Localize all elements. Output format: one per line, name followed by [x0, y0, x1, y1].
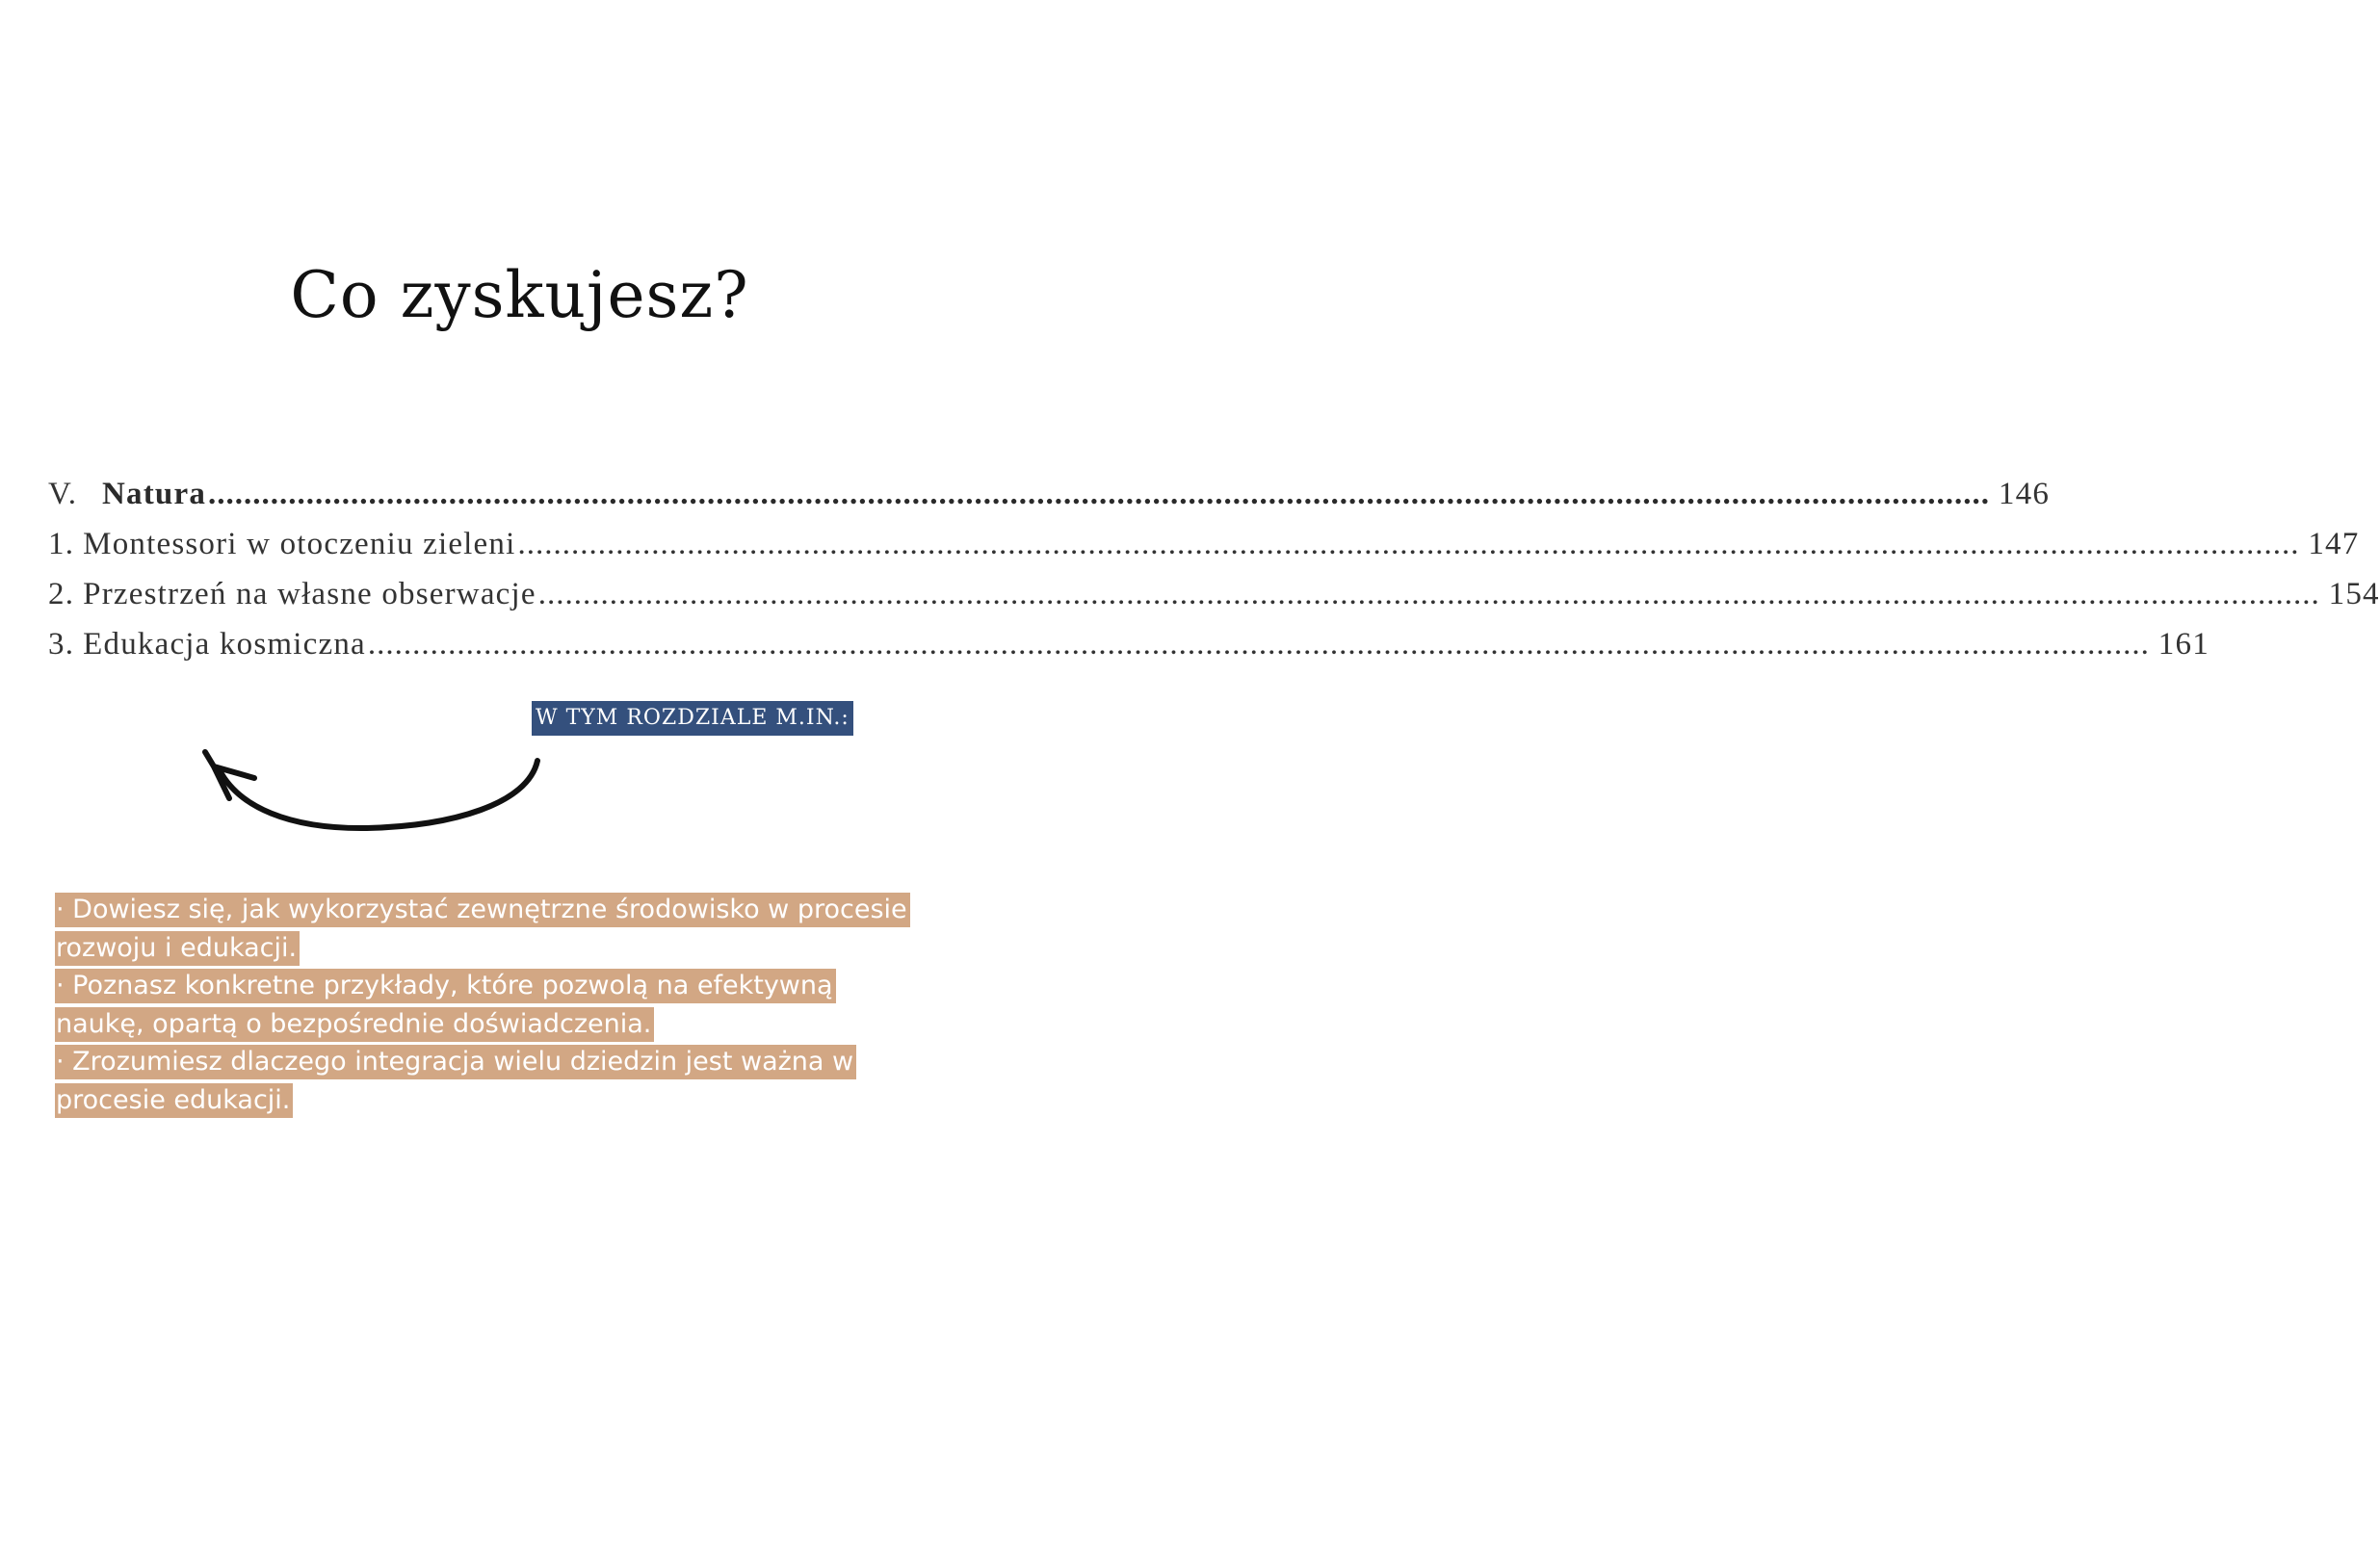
toc-section-title: Przestrzeń na własne obserwacje	[83, 577, 536, 611]
benefit-item: · Poznasz konkretne przykłady, które pozwolą na efektywną naukę, opartą o bezpośrednie doświadczenia.	[55, 969, 836, 1042]
chapter-label: W TYM ROZDZIALE M.IN.:	[532, 701, 853, 736]
benefit-item: · Dowiesz się, jak wykorzystać zewnętrzne środowisko w procesie rozwoju i edukacji.	[55, 893, 910, 966]
toc-dot-leader: ........................................................................................................................................................................................................	[208, 477, 1991, 511]
toc-chapter-page: 146	[1998, 477, 2051, 511]
arrow-curve	[220, 761, 537, 828]
benefits-list	[55, 891, 922, 1119]
toc-section-title: Edukacja kosmiczna	[83, 627, 366, 662]
toc-dot-leader: ........................................................................................................................................................................................................	[517, 527, 2300, 561]
curved-arrow-icon	[0, 0, 1039, 1558]
page-title: Co zyskujesz?	[290, 258, 749, 332]
arrow-head	[205, 752, 254, 798]
toc-section-number: 3.	[48, 627, 75, 662]
benefit-item: · Zrozumiesz dlaczego integracja wielu dziedzin jest ważna w procesie edukacji.	[55, 1045, 856, 1118]
toc-chapter-title: Natura	[102, 477, 207, 511]
toc-dot-leader: ........................................................................................................................................................................................................	[367, 627, 2150, 662]
toc-section-number: 1.	[48, 527, 75, 561]
toc-section-page: 154	[2328, 577, 2380, 611]
toc-section-number: 2.	[48, 577, 75, 611]
toc-dot-leader: ........................................................................................................................................................................................................	[537, 577, 2320, 611]
toc-section-page: 161	[2158, 627, 2210, 662]
toc-section-title: Montessori w otoczeniu zieleni	[83, 527, 516, 561]
toc-chapter-number: V.	[48, 477, 78, 511]
toc-section-page: 147	[2308, 527, 2360, 561]
